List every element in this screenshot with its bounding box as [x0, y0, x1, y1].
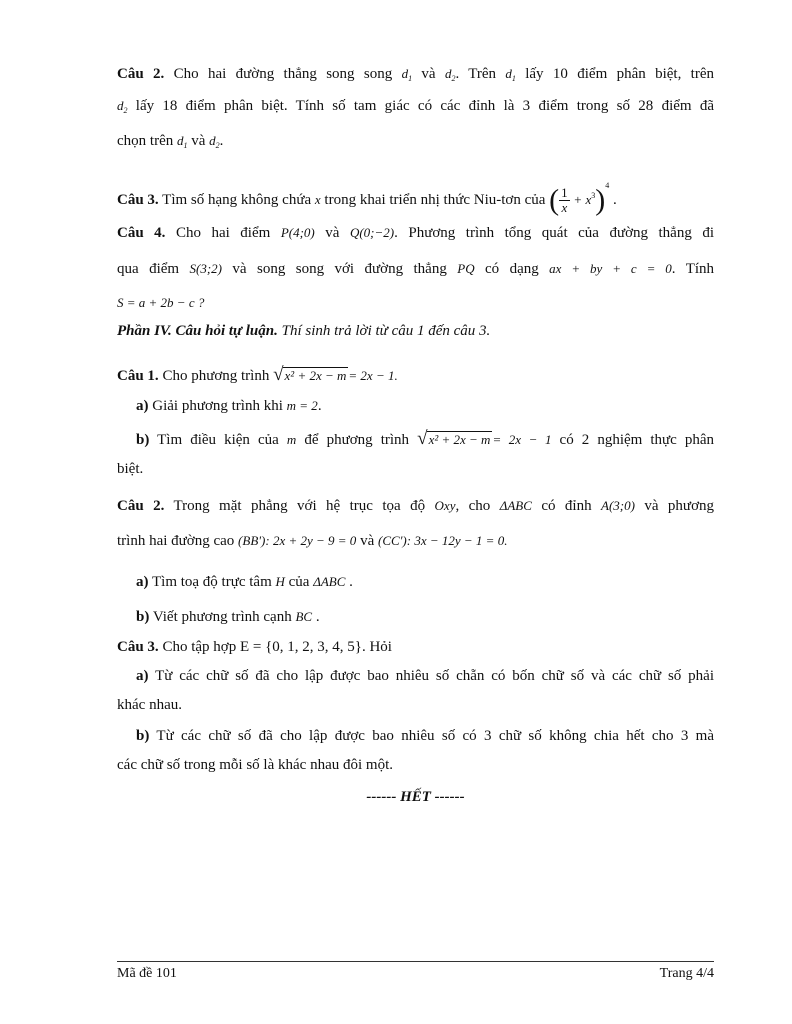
- e2-text: Trong mặt phẳng với hệ trục tọa độ: [173, 498, 426, 514]
- e1-b-text-3: có 2 nghiệm thực phân: [559, 432, 715, 448]
- e2-and: và: [360, 533, 375, 549]
- point-q: Q(0;−2): [349, 225, 395, 240]
- e3-a-label: a): [136, 668, 149, 684]
- exam-code: Mã đề 101: [117, 966, 177, 981]
- point-p: P(4;0): [280, 225, 315, 240]
- e2-text-2: , cho: [455, 498, 491, 514]
- e2-a-label: a): [136, 574, 149, 590]
- e2-line-1: [117, 496, 714, 516]
- math-d1: $d_1$: [401, 66, 413, 83]
- e2-b-text: Viết phương trình cạnh: [152, 609, 292, 625]
- e3-a-text-2: khác nhau.: [117, 697, 182, 713]
- math-d2: $d_2$: [444, 66, 456, 83]
- math-oxy: Oxy: [434, 498, 456, 513]
- e3-b-text: Từ các chữ số đã cho lập được bao nhiêu số có 3 chữ số không chia hết cho 3 mà: [156, 728, 714, 744]
- math-d1-b: $d_1$: [505, 66, 516, 83]
- e3-b-text-2: các chữ số trong mỗi số là khác nhau đôi một.: [117, 757, 393, 773]
- e1-text: Cho phương trình: [162, 368, 270, 384]
- e1-part-a: [117, 396, 714, 416]
- e2-line-2: [117, 531, 714, 551]
- q4-line-1: [117, 223, 714, 243]
- math-x: x: [314, 192, 321, 207]
- q3-text: Tìm số hạng không chứa: [162, 192, 312, 208]
- e1-b-label: b): [136, 432, 150, 448]
- e1-b-text-4: biệt.: [117, 461, 144, 477]
- e1-a-text: Giải phương trình khi: [152, 398, 283, 414]
- e2-of: của: [288, 574, 310, 590]
- e1-radicand-2: x² + 2x − m: [428, 432, 491, 447]
- q4-text: Cho hai điểm: [175, 225, 271, 241]
- q4-text-2: . Phương trình tổng quát của đường thẳng đi: [394, 225, 715, 241]
- q2-line-2: [117, 96, 714, 121]
- e2-part-a: [117, 572, 714, 592]
- math-d2-b: $d_2$: [117, 98, 128, 115]
- q2-text-4: lấy 18 điểm phân biệt. Tính số tam giác có các đỉnh là 3 điểm trong số 28 điểm đã: [135, 98, 715, 114]
- e3-b-label: b): [136, 728, 150, 744]
- e3-line-1: [117, 637, 714, 657]
- e2-text-4: và phương: [644, 498, 714, 514]
- q2-and: và: [421, 66, 436, 82]
- q4-line-2: [117, 259, 714, 279]
- e1-part-b-cont: [117, 459, 714, 479]
- e3-a-text: Từ các chữ số đã cho lập được bao nhiêu số chẵn có bốn chữ số và các chữ số phải: [155, 668, 714, 684]
- q4-text-3: qua điểm: [117, 261, 180, 277]
- exam-page: [117, 0, 714, 1024]
- q3-label: Câu 3.: [117, 192, 159, 208]
- q2-text-2: . Trên: [455, 66, 497, 82]
- e2-a-dot: .: [349, 574, 353, 590]
- e1-part-b: b) Tìm điều kiện của m để phương trình √x² + 2x − m = 2x − 1 có 2 nghiệm thực phân: [136, 428, 715, 449]
- q4-expression: S = a + 2b − c ?: [117, 295, 205, 310]
- altitude-cc: (CC'): 3x − 12y − 1 = 0.: [377, 533, 508, 548]
- q4-label: Câu 4.: [117, 225, 166, 241]
- part-iv-heading: [117, 321, 714, 341]
- e1-line-1: Câu 1. Cho phương trình √x² + 2x − m = 2x − 1.: [117, 364, 398, 385]
- footer-divider: [117, 961, 714, 962]
- e2-b-label: b): [136, 609, 150, 625]
- q4-and: và: [325, 225, 340, 241]
- binomial-expression: ( $\frac{1}{x}$ + $x^3)^4$: [549, 181, 610, 217]
- e2-a-text: Tìm toạ độ trực tâm: [151, 574, 272, 590]
- q2-and-2: và: [191, 133, 206, 149]
- q3-text-2: trong khai triển nhị thức Niu-tơn của: [324, 192, 546, 208]
- e3-part-a-cont: [117, 695, 714, 715]
- e2-text-3: có đỉnh: [541, 498, 592, 514]
- e1-a-dot: .: [317, 398, 322, 414]
- q2-dot: .: [219, 133, 224, 149]
- math-triangle-2: ΔABC: [313, 574, 346, 589]
- q3-dot: .: [612, 192, 617, 208]
- math-m: m: [286, 432, 297, 447]
- e3-part-b-cont: [117, 755, 714, 775]
- q2-label: Câu 2.: [117, 66, 165, 82]
- e1-a-cond: m = 2: [286, 398, 318, 413]
- e2-label: Câu 2.: [117, 498, 165, 514]
- part-iv-title: Phần IV. Câu hỏi tự luận.: [117, 323, 278, 339]
- q2-text: Cho hai đường thẳng song song: [173, 66, 393, 82]
- q4-line-3: [117, 293, 714, 313]
- math-h: H: [275, 574, 285, 589]
- e3-label: Câu 3.: [117, 639, 159, 655]
- e1-label: Câu 1.: [117, 368, 159, 384]
- e1-rhs: = 2x − 1.: [348, 368, 398, 383]
- q4-text-5: có dạng: [485, 261, 539, 277]
- q2-text-5: chọn trên: [117, 133, 174, 149]
- q2-line-1: [117, 64, 714, 89]
- q4-text-4: và song song với đường thẳng: [232, 261, 447, 277]
- e3-part-a: [117, 666, 714, 686]
- math-d1-c: $d_1$: [176, 133, 188, 150]
- page-number: Trang 4/4: [659, 966, 714, 981]
- q4-text-6: . Tính: [671, 261, 715, 277]
- e2-b-dot: .: [315, 609, 320, 625]
- e2-text-5: trình hai đường cao: [117, 533, 235, 549]
- q2-line-3: [117, 131, 714, 156]
- e1-b-text-2: để phương trình: [304, 432, 410, 448]
- altitude-bb: (BB'): 2x + 2y − 9 = 0: [238, 533, 357, 548]
- math-bc: BC: [295, 609, 313, 624]
- line-pq: PQ: [457, 261, 475, 276]
- q2-text-3: lấy 10 điểm phân biệt, trên: [525, 66, 714, 82]
- q3-line: [117, 164, 714, 223]
- e3-part-b: [117, 726, 714, 746]
- line-equation: ax + by + c = 0: [549, 261, 672, 276]
- e1-b-text: Tìm điều kiện của: [157, 432, 279, 448]
- point-a: A(3;0): [601, 498, 635, 513]
- e1-rhs-2: = 2x − 1: [492, 432, 552, 447]
- part-iv-desc: Thí sinh trả lời từ câu 1 đến câu 3.: [281, 323, 491, 339]
- e3-text: Cho tập hợp E = {0, 1, 2, 3, 4, 5}. Hỏi: [162, 639, 392, 655]
- point-s: S(3;2): [189, 261, 222, 276]
- end-marker: ------ HẾT ------: [366, 789, 465, 805]
- e2-part-b: [117, 607, 714, 627]
- e1-radicand: x² + 2x − m: [284, 368, 347, 383]
- e1-a-label: a): [136, 398, 149, 414]
- math-triangle: ΔABC: [499, 498, 532, 513]
- math-d2-c: $d_2$: [209, 133, 220, 150]
